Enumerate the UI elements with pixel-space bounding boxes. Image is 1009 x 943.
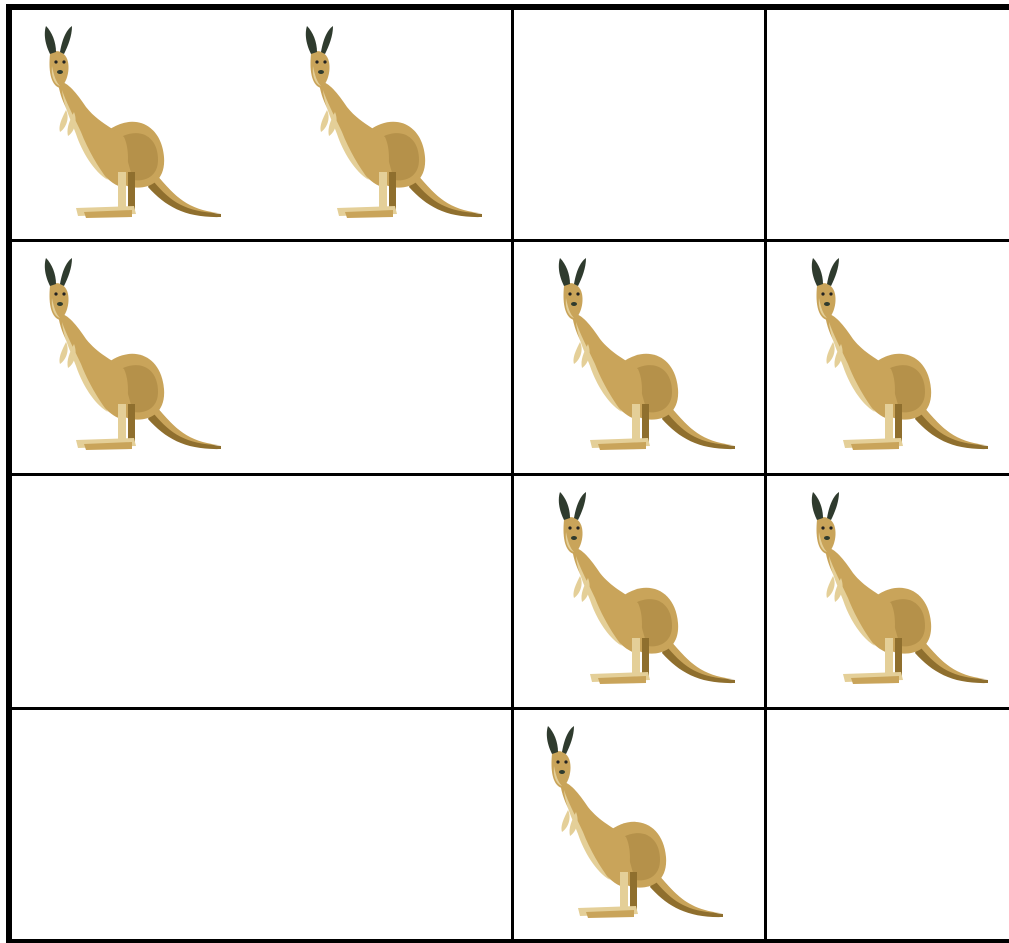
grid-cell-r1-c4	[767, 10, 1009, 239]
grid-cell-r3-c2	[261, 476, 511, 707]
grid-border-bottom	[6, 939, 1009, 943]
grid-cell-r4-c3	[514, 710, 764, 939]
kangaroo-grid	[6, 4, 1009, 943]
kangaroo-icon	[550, 488, 740, 698]
kangaroo-icon	[538, 722, 728, 932]
grid-cell-r4-c2	[261, 710, 511, 939]
grid-cell-r1-c3	[514, 10, 764, 239]
kangaroo-icon	[550, 254, 740, 464]
kangaroo-icon	[297, 22, 487, 232]
grid-cell-r4-c1	[12, 710, 261, 939]
kangaroo-icon	[36, 22, 226, 232]
grid-cell-r1-c2	[261, 10, 511, 239]
grid-cell-r2-c1	[12, 242, 261, 473]
grid-cell-r2-c4	[767, 242, 1009, 473]
grid-cell-r1-c1	[12, 10, 261, 239]
grid-cell-r3-c4	[767, 476, 1009, 707]
grid-cell-r3-c3	[514, 476, 764, 707]
grid-cell-r4-c4	[767, 710, 1009, 939]
kangaroo-icon	[803, 488, 993, 698]
grid-cell-r2-c3	[514, 242, 764, 473]
kangaroo-icon	[36, 254, 226, 464]
grid-cell-r3-c1	[12, 476, 261, 707]
kangaroo-icon	[803, 254, 993, 464]
grid-cell-r2-c2	[261, 242, 511, 473]
